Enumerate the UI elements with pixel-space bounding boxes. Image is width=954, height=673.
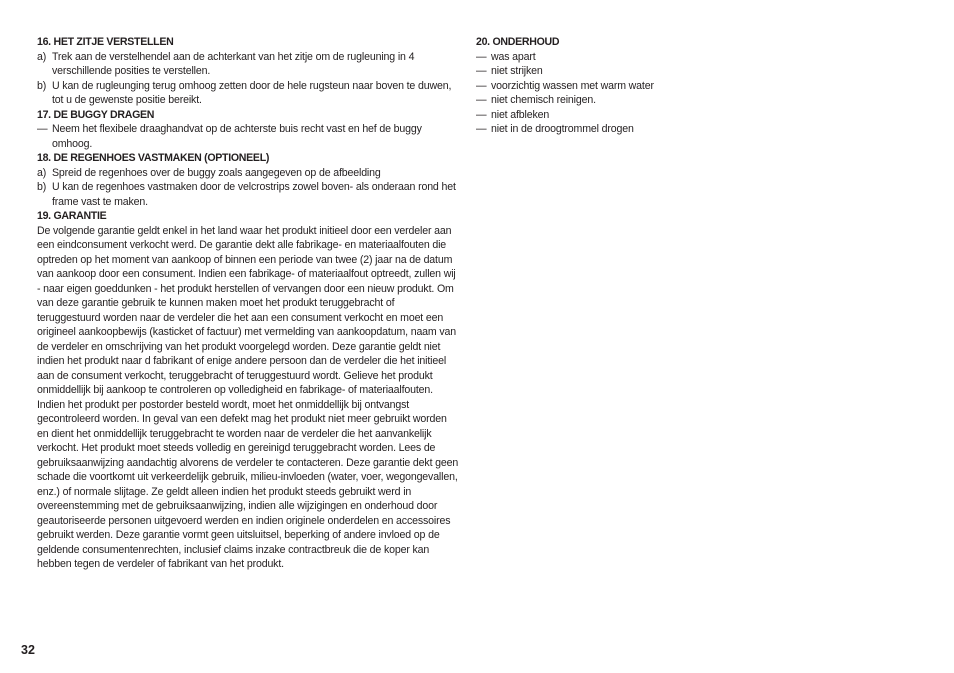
- page-number: 32: [21, 643, 35, 657]
- list-item-text: U kan de regenhoes vastmaken door de velcrostrips zowel boven- als onderaan rond het frame vast te maken.: [52, 181, 456, 208]
- list-item-text: was apart: [491, 50, 536, 63]
- section-20-heading: 20. ONDERHOUD: [476, 36, 560, 48]
- list-item: [37, 180, 459, 209]
- list-item: [37, 50, 459, 79]
- list-marker: —: [37, 123, 48, 135]
- list-item-text: voorzichtig wassen met warm water: [491, 79, 654, 92]
- list-marker: —: [476, 79, 487, 92]
- list-item: [476, 64, 726, 79]
- list-item: [476, 122, 726, 137]
- list-item: [476, 93, 726, 108]
- list-item-text: Neem het flexibele draaghandvat op de achterste buis recht vast en hef de buggy omhoog.: [52, 123, 422, 150]
- list-marker: —: [476, 108, 487, 121]
- list-item: [37, 122, 459, 151]
- list-marker: a): [37, 166, 47, 179]
- section-19-heading: 19. GARANTIE: [37, 210, 107, 222]
- list-item: [476, 108, 726, 123]
- list-item: [37, 79, 459, 108]
- list-marker: —: [476, 94, 487, 106]
- list-item-text: Spreid de regenhoes over de buggy zoals aangegeven op de afbeelding: [52, 166, 381, 179]
- list-item-text: niet strijken: [491, 65, 543, 77]
- list-item-text: niet in de droogtrommel drogen: [491, 123, 634, 135]
- list-marker: —: [476, 50, 487, 63]
- list-item-text: niet afbleken: [491, 108, 550, 121]
- list-item: [37, 166, 459, 181]
- list-item: [476, 79, 726, 94]
- list-marker: a): [37, 50, 47, 63]
- list-item: [476, 50, 726, 65]
- section-18-heading: 18. DE REGENHOES VASTMAKEN (OPTIONEEL): [37, 152, 270, 164]
- list-marker: b): [37, 79, 47, 92]
- section-17-heading: 17. DE BUGGY DRAGEN: [37, 108, 155, 121]
- list-marker: b): [37, 181, 47, 193]
- warranty-paragraph: De volgende garantie geldt enkel in het land waar het produkt initieel door een verdeler aan een eindconsument verkocht werd. De garantie dekt alle fabrikage- en materiaalfouten die optreden op het moment van aankoop of binnen een periode van twee (2) jaar na de datum van aankoop door een consument. Indien een fabrikage- of materiaalfout optreedt, zullen wij - naar eigen goeddunken - het produkt herstellen of vervangen door een nieuw produkt. Om van deze garantie gebruik te kunnen maken moet het produkt teruggebracht of teruggestuurd worden naar de verdeler die het aan een consument verkocht en moet een origineel aankoopbewijs (kasticket of factuur) met vermelding van aankoopdatum, naam van de verdeler en omschrijving van het produkt voorgelegd worden. Deze garantie geldt niet indien het produkt naar d fabrikant of enige andere persoon dan de verdeler die het initieel aan de consument verkocht, teruggebracht of teruggestuurd wordt. Gelieve het produkt onmiddellijk bij aankoop te controleren op volledigheid en fabrikage- of materiaalfouten. Indien het produkt per postorder besteld wordt, moet het onmiddellijk bij ontvangst gecontroleerd worden. In geval van een defekt mag het produkt niet meer gebruikt worden en dient het onmiddellijk teruggebracht te worden naar de verdeler die het aanvankelijk verkocht. Het produkt moet steeds volledig en gereinigd teruggebracht worden. Lees de gebruiksaanwijzing aandachtig alvorens de verdeler te contacteren. Deze garantie dekt geen schade die voortkomt uit verkeerdelijk gebruik, milieu-invloeden (water, voer, wegongevallen, enz.) of normale slijtage. Ze geldt alleen indien het produkt steeds gebruikt werd in overeenstemming met de gebruiksaanwijzing, indien alle wijzigingen en onderhoud door geautoriseerde personen uitgevoerd werden en indien originele onderdelen en accessoires gebruikt werden. Deze garantie vormt geen uitsluitsel, beperking of andere invloed op de geldende consumentenrechten, inclusief claims inzake contractbreuk die de koper kan hebben tegen de verdeler of fabrikant van het produkt.: [37, 224, 459, 570]
- list-item-text: niet chemisch reinigen.: [491, 94, 596, 106]
- right-column: [476, 35, 726, 137]
- list-marker: —: [476, 65, 487, 77]
- left-column: [37, 35, 459, 572]
- list-marker: —: [476, 123, 487, 135]
- section-16-heading: 16. HET ZITJE VERSTELLEN: [37, 36, 174, 48]
- list-item-text: U kan de rugleunging terug omhoog zetten door de hele rugsteun naar boven te duwen, tot u de gewenste positie bereikt.: [52, 79, 452, 106]
- list-item-text: Trek aan de verstelhendel aan de achterkant van het zitje om de rugleuning in 4 verschillende posities te verstellen.: [52, 50, 415, 77]
